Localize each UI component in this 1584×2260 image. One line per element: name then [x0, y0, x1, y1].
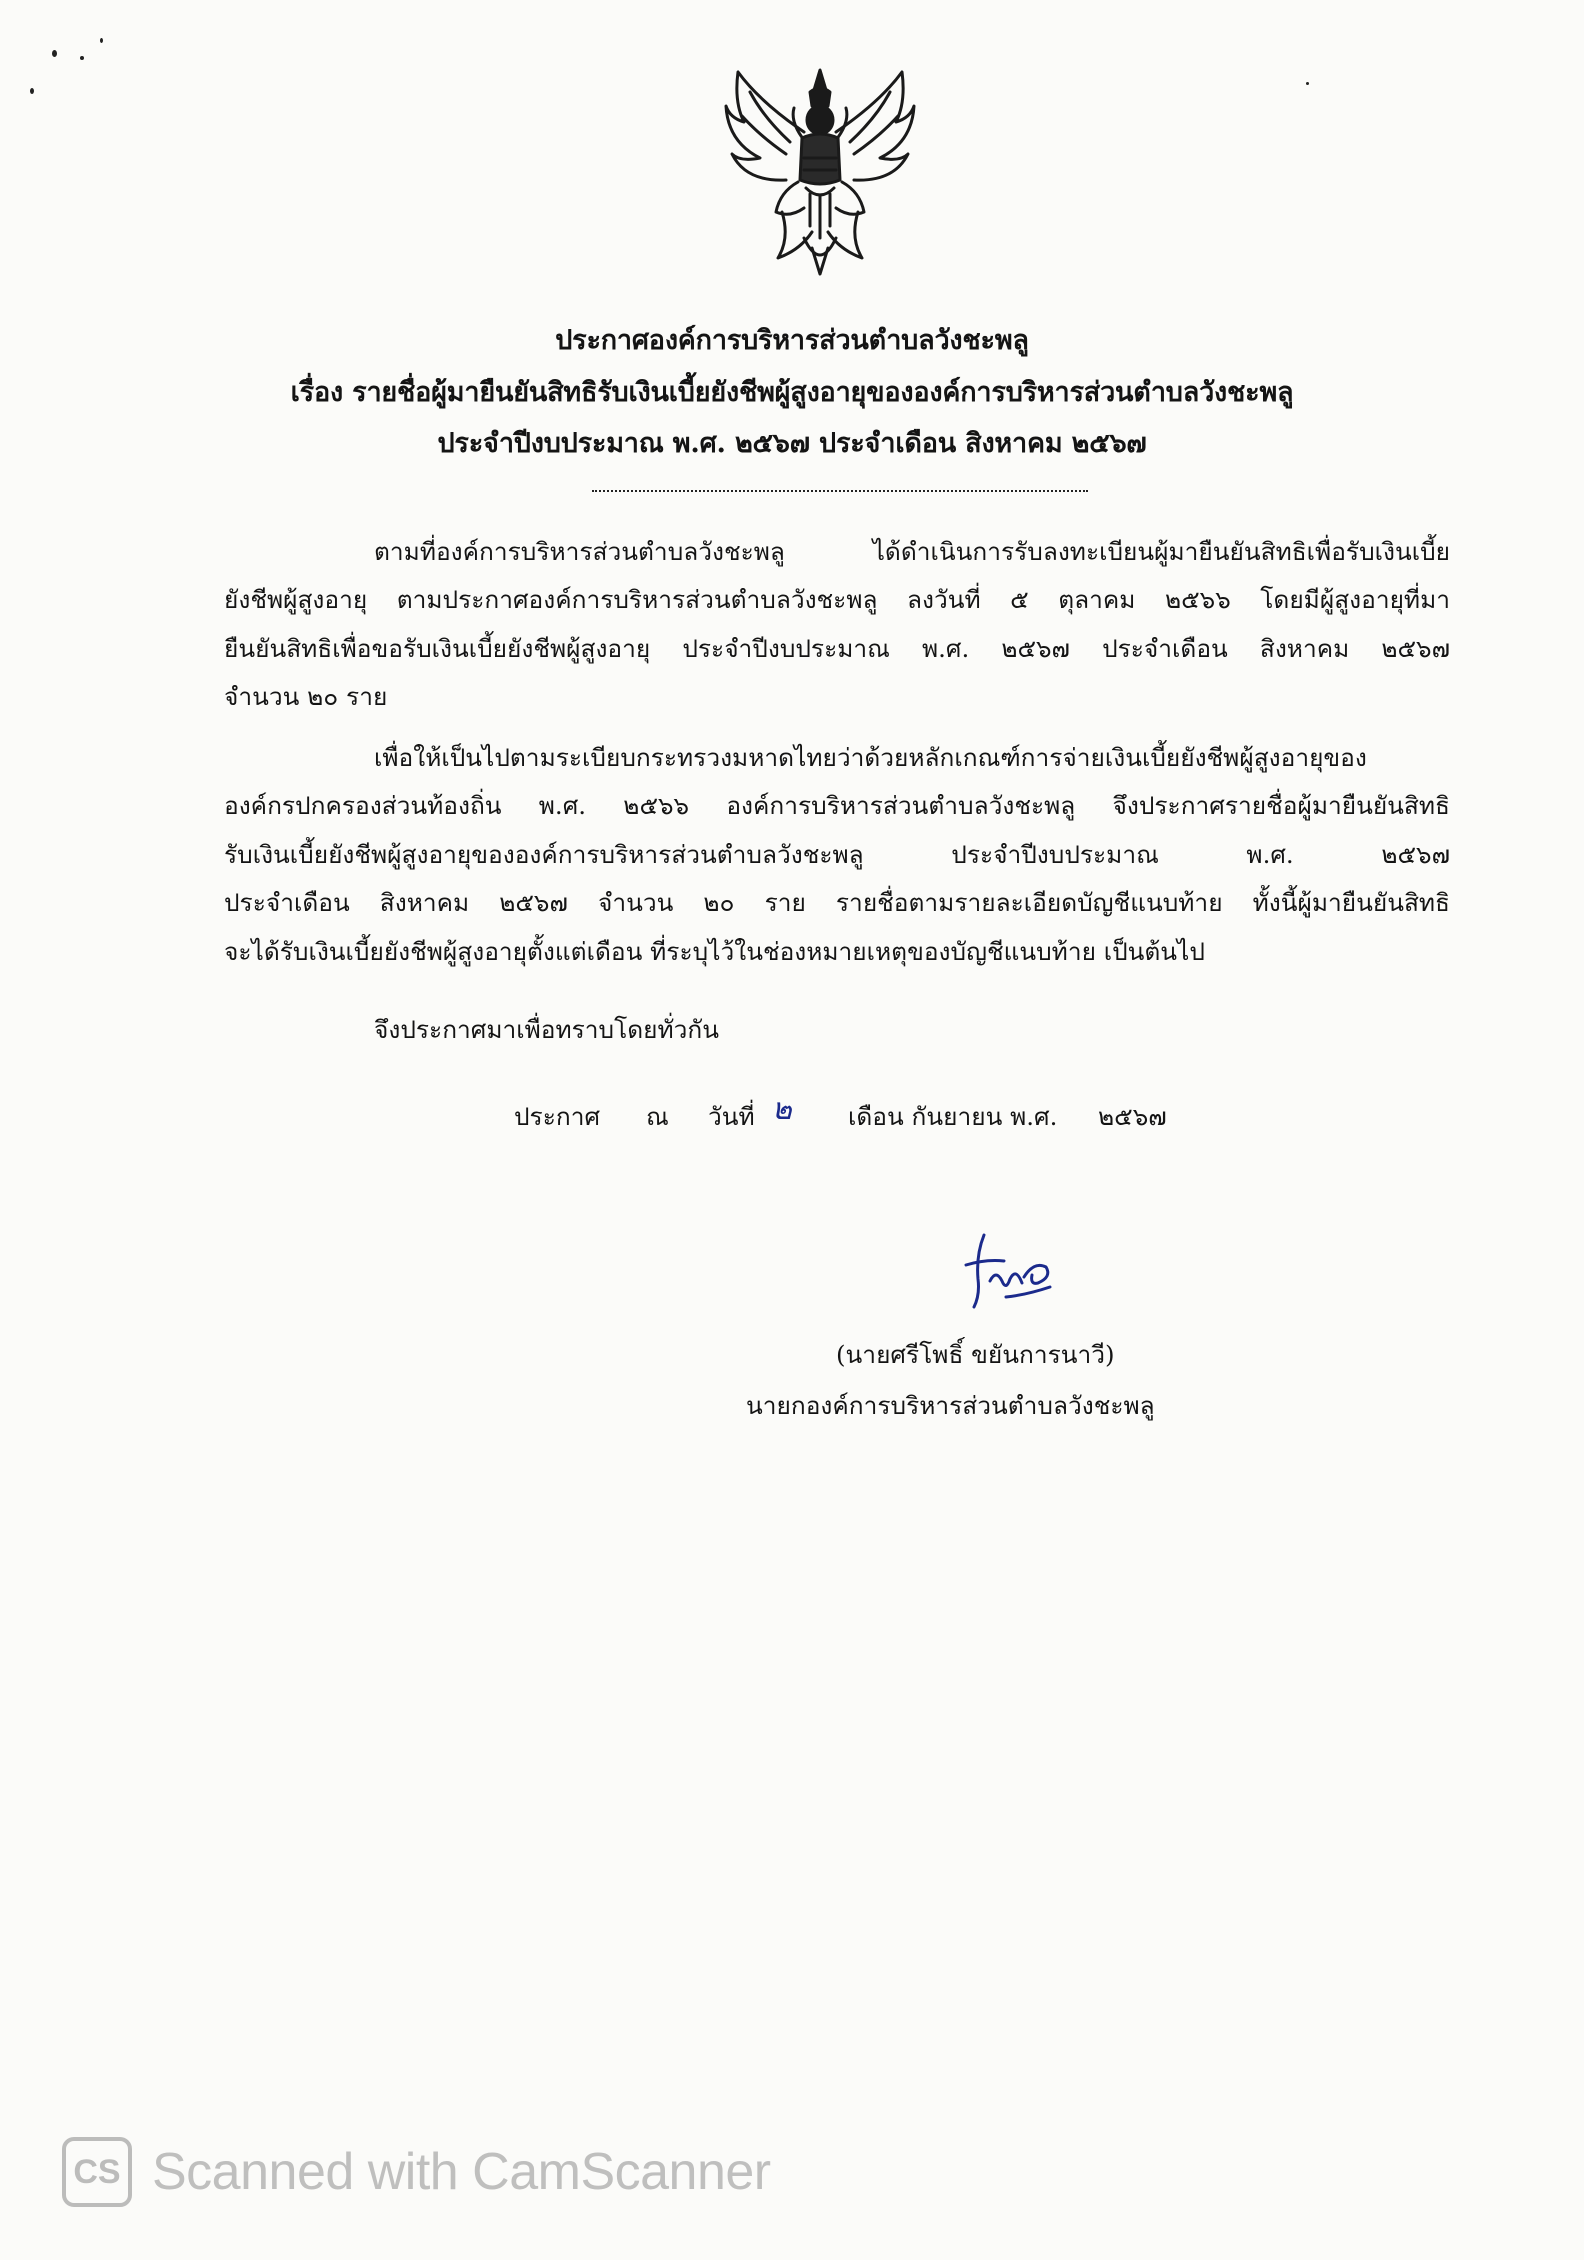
announcement-year: ๒๕๖๗ — [1098, 1102, 1167, 1131]
closing-line: จึงประกาศมาเพื่อทราบโดยทั่วกัน — [374, 1015, 720, 1044]
announcement-day-label: วันที่ — [708, 1102, 755, 1131]
announcement-title: ประกาศองค์การบริหารส่วนตำบลวังชะพลู — [555, 325, 1029, 356]
signatory-name: (นายศรีโพธิ์ ขยันการนาวี) — [836, 1340, 1115, 1369]
scan-speck — [52, 50, 57, 57]
camscanner-watermark — [62, 2135, 771, 2209]
announcement-at: ณ — [646, 1102, 669, 1131]
announcement-subject: เรื่อง รายชื่อผู้มายืนยันสิทธิรับเงินเบี้ยยังชีพผู้สูงอายุขององค์การบริหารส่วนตำบลวังชะพลู — [290, 377, 1294, 408]
announcement-label: ประกาศ — [514, 1102, 601, 1131]
scan-speck — [1306, 82, 1309, 85]
handwritten-signature — [946, 1225, 1066, 1315]
scan-speck — [30, 88, 34, 94]
scan-speck — [80, 56, 84, 60]
paragraph-2-line: องค์กรปกครองส่วนท้องถิ่น พ.ศ. ๒๕๖๖ องค์การบริหารส่วนตำบลวังชะพลู จึงประกาศรายชื่อผู้มายืนยันสิทธิ — [224, 791, 1450, 820]
paragraph-1-line: ยืนยันสิทธิเพื่อขอรับเงินเบี้ยยังชีพผู้สูงอายุ ประจำปีงบประมาณ พ.ศ. ๒๕๖๗ ประจำเดือน สิงหาคม ๒๕๖๗ — [224, 634, 1450, 663]
announcement-period: ประจำปีงบประมาณ พ.ศ. ๒๕๖๗ ประจำเดือน สิงหาคม ๒๕๖๗ — [437, 428, 1147, 459]
paragraph-2-line: เพื่อให้เป็นไปตามระเบียบกระทรวงมหาดไทยว่าด้วยหลักเกณฑ์การจ่ายเงินเบี้ยยังชีพผู้สูงอายุของ — [374, 743, 1367, 772]
paragraph-2-line: ประจำเดือน สิงหาคม ๒๕๖๗ จำนวน ๒๐ ราย รายชื่อตามรายละเอียดบัญชีแนบท้าย ทั้งนี้ผู้มายืนยันสิทธิ — [224, 888, 1450, 917]
camscanner-logo-icon: CS — [62, 2137, 132, 2207]
announcement-day-handwritten: ๒ — [772, 1092, 792, 1127]
dotted-divider — [592, 490, 1088, 492]
paragraph-1-line: ตามที่องค์การบริหารส่วนตำบลวังชะพลู ได้ดำเนินการรับลงทะเบียนผู้มายืนยันสิทธิเพื่อรับเงินเบี้ย — [374, 537, 1450, 566]
paragraph-2-line: รับเงินเบี้ยยังชีพผู้สูงอายุขององค์การบริหารส่วนตำบลวังชะพลู ประจำปีงบประมาณ พ.ศ. ๒๕๖๗ — [224, 840, 1450, 869]
paragraph-2-line: จะได้รับเงินเบี้ยยังชีพผู้สูงอายุตั้งแต่เดือน ที่ระบุไว้ในช่องหมายเหตุของบัญชีแนบท้าย เป็นต้นไป — [224, 937, 1205, 966]
scan-speck — [100, 38, 103, 43]
garuda-emblem-icon — [720, 62, 920, 282]
announcement-month-label: เดือน กันยายน พ.ศ. — [848, 1102, 1058, 1131]
signatory-position: นายกองค์การบริหารส่วนตำบลวังชะพลู — [746, 1391, 1155, 1420]
paragraph-1-line: จำนวน ๒๐ ราย — [224, 682, 388, 711]
paragraph-1-line: ยังชีพผู้สูงอายุ ตามประกาศองค์การบริหารส่วนตำบลวังชะพลู ลงวันที่ ๕ ตุลาคม ๒๕๖๖ โดยมีผู้สูงอายุที่มา — [224, 585, 1450, 614]
watermark-text: Scanned with CamScanner — [152, 2143, 771, 2201]
